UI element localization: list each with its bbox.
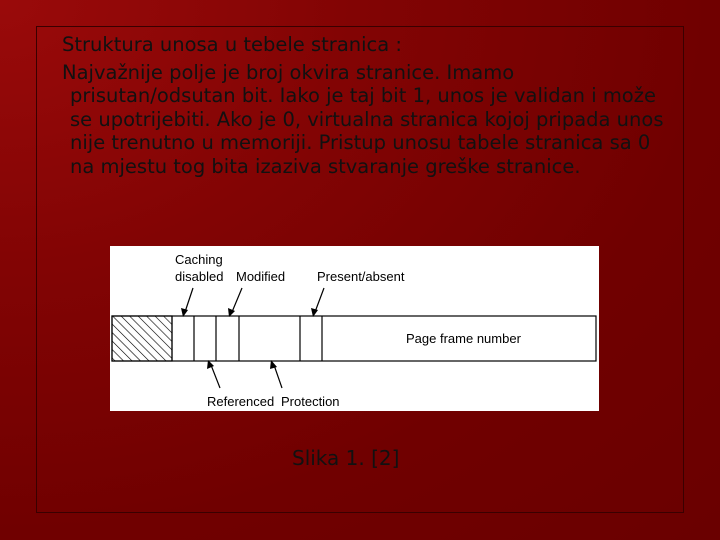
label-caching-disabled-line1: Caching: [175, 252, 223, 267]
arrow-protection: [270, 360, 282, 388]
reserved-hatched-field: [112, 316, 172, 361]
label-caching-disabled-line2: disabled: [175, 269, 224, 284]
arrow-modified: [228, 288, 242, 317]
slide-text: [62, 33, 672, 182]
arrow-caching-disabled: [181, 288, 193, 317]
label-page-frame-number: Page frame number: [406, 331, 521, 346]
label-referenced: Referenced: [207, 394, 275, 409]
label-protection: Protection: [281, 394, 340, 409]
slide-title: Struktura unosa u tebele stranica :: [62, 33, 402, 56]
diagram-svg: [110, 246, 599, 411]
entry-outline: [112, 316, 596, 361]
arrow-referenced: [207, 360, 220, 388]
slide-body: Najvažnije polje je broj okvira stranice. Imamo prisutan/odsutan bit. Iako je taj bit 1, unos je validan i može se upotrijebiti. Ako je 0, virtualna stranica kojoj pripada unos nije trenutno u memoriji. Pristup unosu tabele stranica sa 0 na mjestu tog bita izaziva stvaranje greške stranice.: [62, 60, 664, 178]
page-table-entry-diagram: [110, 246, 599, 411]
label-modified: Modified: [236, 269, 286, 284]
label-present-absent: Present/absent: [317, 269, 405, 284]
figure-caption: Slika 1. [2]: [292, 446, 400, 470]
arrow-present-absent: [311, 288, 324, 317]
